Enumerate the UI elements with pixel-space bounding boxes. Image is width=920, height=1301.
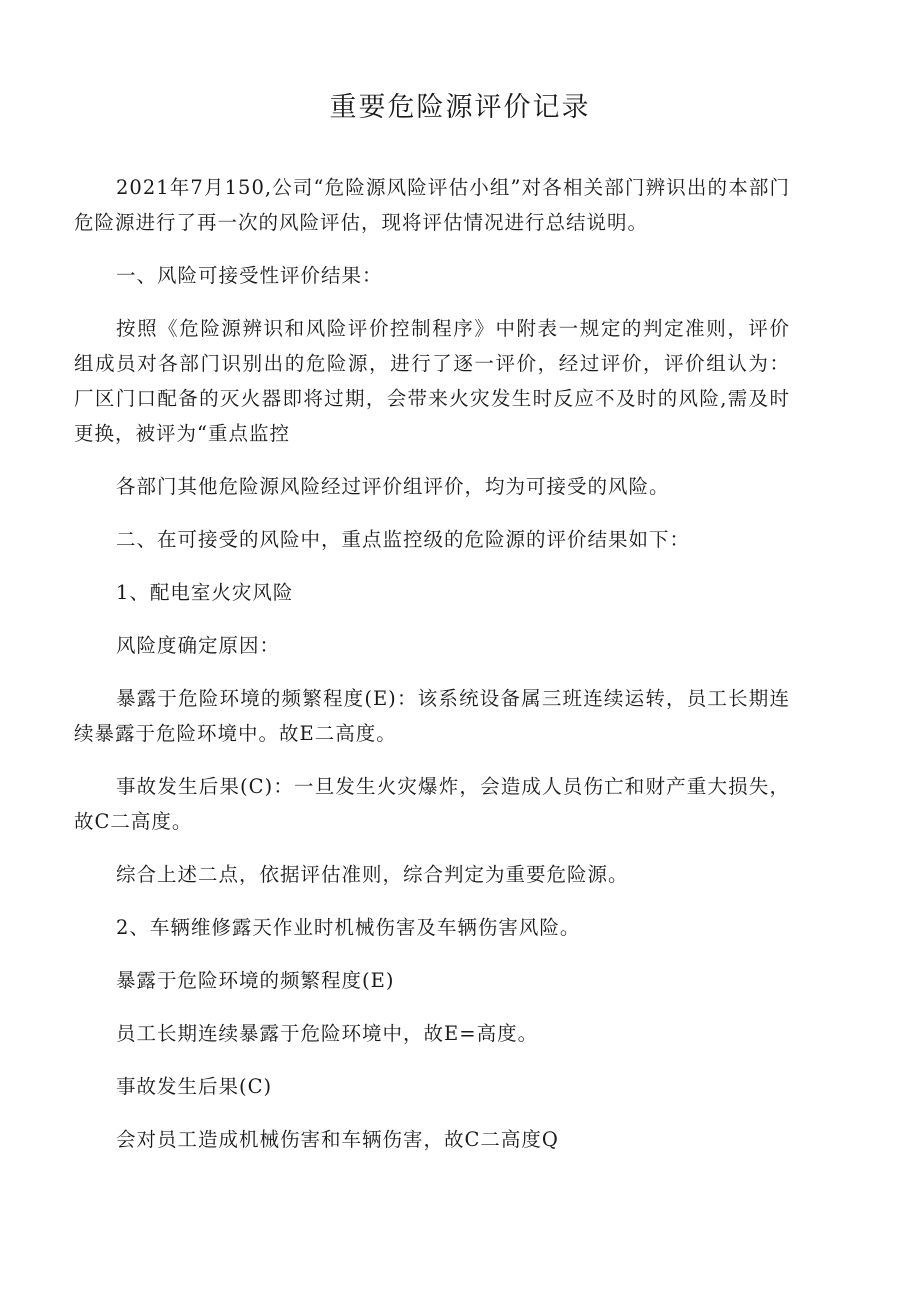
item-1-consequence: 事故发生后果(C)：一旦发生火灾爆炸，会造成人员伤亡和财产重大损失，故C二高度。 <box>74 775 790 833</box>
item-2-consequence-label: 事故发生后果(C) <box>116 1075 273 1098</box>
item-2-consequence-value: 会对员工造成机械伤害和车辆伤害，故C二高度Q <box>116 1128 559 1151</box>
section-heading-acceptability: 一、风险可接受性评价结果： <box>116 264 383 287</box>
document-body <box>74 170 790 1157</box>
item-1-exposure: 暴露于危险环境的频繁程度(E)：该系统设备属三班连续运转，员工长期连续暴露于危险环境中。故E二高度。 <box>74 687 790 745</box>
item-1-reason-label: 风险度确定原因： <box>116 634 281 657</box>
item-2-exposure-label: 暴露于危险环境的频繁程度(E) <box>116 969 395 992</box>
item-2-heading: 2、车辆维修露天作业时机械伤害及车辆伤害风险。 <box>116 916 581 939</box>
intro-paragraph: 2021年7月150,公司“危险源风险评估小组”对各相关部门辨识出的本部门危险源进行了再一次的风险评估，现将评估情况进行总结说明。 <box>74 176 790 234</box>
item-1-heading: 1、配电室火灾风险 <box>116 581 294 604</box>
page-title: 重要危险源评价记录 <box>329 92 591 123</box>
evaluation-paragraph: 按照《危险源辨识和风险评价控制程序》中附表一规定的判定准则，评价组成员对各部门识别出的危险源，进行了逐一评价，经过评价，评价组认为：厂区门口配备的灭火器即将过期，会带来火灾发生时反应不及时的风险,需及时更换，被评为“重点监控 <box>74 317 790 445</box>
item-2-exposure-value: 员工长期连续暴露于危险环境中，故E=高度。 <box>116 1022 539 1045</box>
section-heading-key-monitoring: 二、在可接受的风险中，重点监控级的危险源的评价结果如下： <box>116 528 691 551</box>
other-risks-paragraph: 各部门其他危险源风险经过评价组评价，均为可接受的风险。 <box>116 475 670 498</box>
item-1-conclusion: 综合上述二点，依据评估准则，综合判定为重要危险源。 <box>116 863 629 886</box>
